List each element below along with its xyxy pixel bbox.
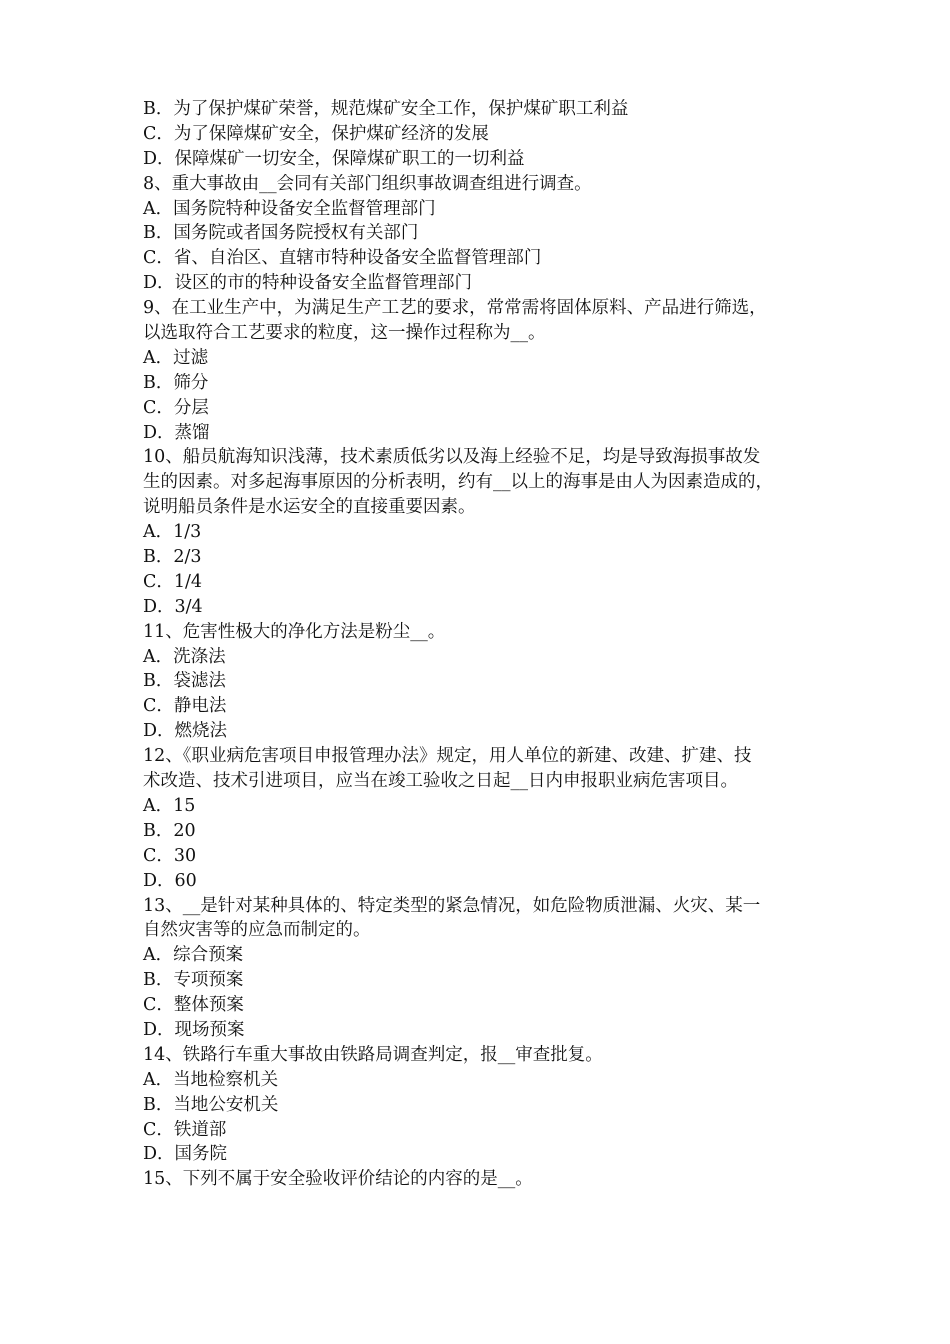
text-line: A．国务院特种设备安全监督管理部门: [143, 198, 436, 219]
text-line: B．专项预案: [143, 970, 244, 991]
text-line: C．整体预案: [143, 995, 244, 1016]
question-9: 9、在工业生产中，为满足生产工艺的要求，常常需将固体原料、产品进行筛选，: [143, 298, 767, 319]
text-line: D．设区的市的特种设备安全监督管理部门: [143, 273, 473, 294]
text-line: B．国务院或者国务院授权有关部门: [143, 223, 419, 244]
text-line: D．保障煤矿一切安全，保障煤矿职工的一切利益: [143, 148, 525, 169]
text-line: A．过滤: [143, 347, 209, 368]
question-11: 11、危害性极大的净化方法是粉尘__。: [143, 621, 446, 642]
text-line: A．综合预案: [143, 945, 244, 966]
text-line: C．省、自治区、直辖市特种设备安全监督管理部门: [143, 248, 542, 269]
question-13: 13、__是针对某种具体的、特定类型的紧急情况，如危险物质泄漏、火灾、某一: [143, 895, 761, 916]
text-line: A．15: [143, 795, 196, 816]
text-line: A．洗涤法: [143, 646, 226, 667]
text-line: B．筛分: [143, 372, 209, 393]
text-line: 自然灾害等的应急而制定的。: [143, 920, 371, 941]
text-line: B．当地公安机关: [143, 1094, 279, 1115]
text-line: C．铁道部: [143, 1119, 227, 1140]
text-line: B．袋滤法: [143, 671, 226, 692]
question-14: 14、铁路行车重大事故由铁路局调查判定，报__审查批复。: [143, 1044, 603, 1065]
text-line: 以选取符合工艺要求的粒度，这一操作过程称为__。: [143, 323, 546, 344]
text-line: B．20: [143, 820, 196, 841]
text-line: 说明船员条件是水运安全的直接重要因素。: [143, 497, 476, 518]
text-line: D．燃烧法: [143, 721, 228, 742]
text-line: D．国务院: [143, 1144, 228, 1165]
text-line: 生的因素。对多起海事原因的分析表明，约有__以上的海事是由人为因素造成的，: [143, 472, 773, 493]
text-line: A．1/3: [143, 522, 202, 543]
text-line: D．60: [143, 870, 197, 891]
text-line: D．现场预案: [143, 1019, 245, 1040]
question-10: 10、船员航海知识浅薄，技术素质低劣以及海上经验不足，均是导致海损事故发: [143, 447, 761, 468]
text-line: C．分层: [143, 397, 209, 418]
question-8: 8、重大事故由__会同有关部门组织事故调查组进行调查。: [143, 173, 592, 194]
text-line: C．1/4: [143, 571, 203, 592]
question-15: 15、下列不属于安全验收评价结论的内容的是__。: [143, 1169, 533, 1190]
text-line: B．为了保护煤矿荣誉，规范煤矿安全工作，保护煤矿职工利益: [143, 99, 629, 119]
text-line: D．蒸馏: [143, 422, 210, 443]
text-line: B．2/3: [143, 547, 202, 568]
text-line: C．静电法: [143, 696, 227, 717]
text-line: C．30: [143, 845, 197, 866]
text-line: C．为了保障煤矿安全，保护煤矿经济的发展: [143, 123, 489, 144]
text-line: 术改造、技术引进项目，应当在竣工验收之日起__日内申报职业病危害项目。: [143, 771, 738, 792]
document-page: [143, 97, 823, 1192]
question-12: 12、《职业病危害项目申报管理办法》规定，用人单位的新建、改建、扩建、技: [143, 746, 752, 767]
text-line: D．3/4: [143, 596, 203, 617]
text-line: A．当地检察机关: [143, 1069, 279, 1090]
